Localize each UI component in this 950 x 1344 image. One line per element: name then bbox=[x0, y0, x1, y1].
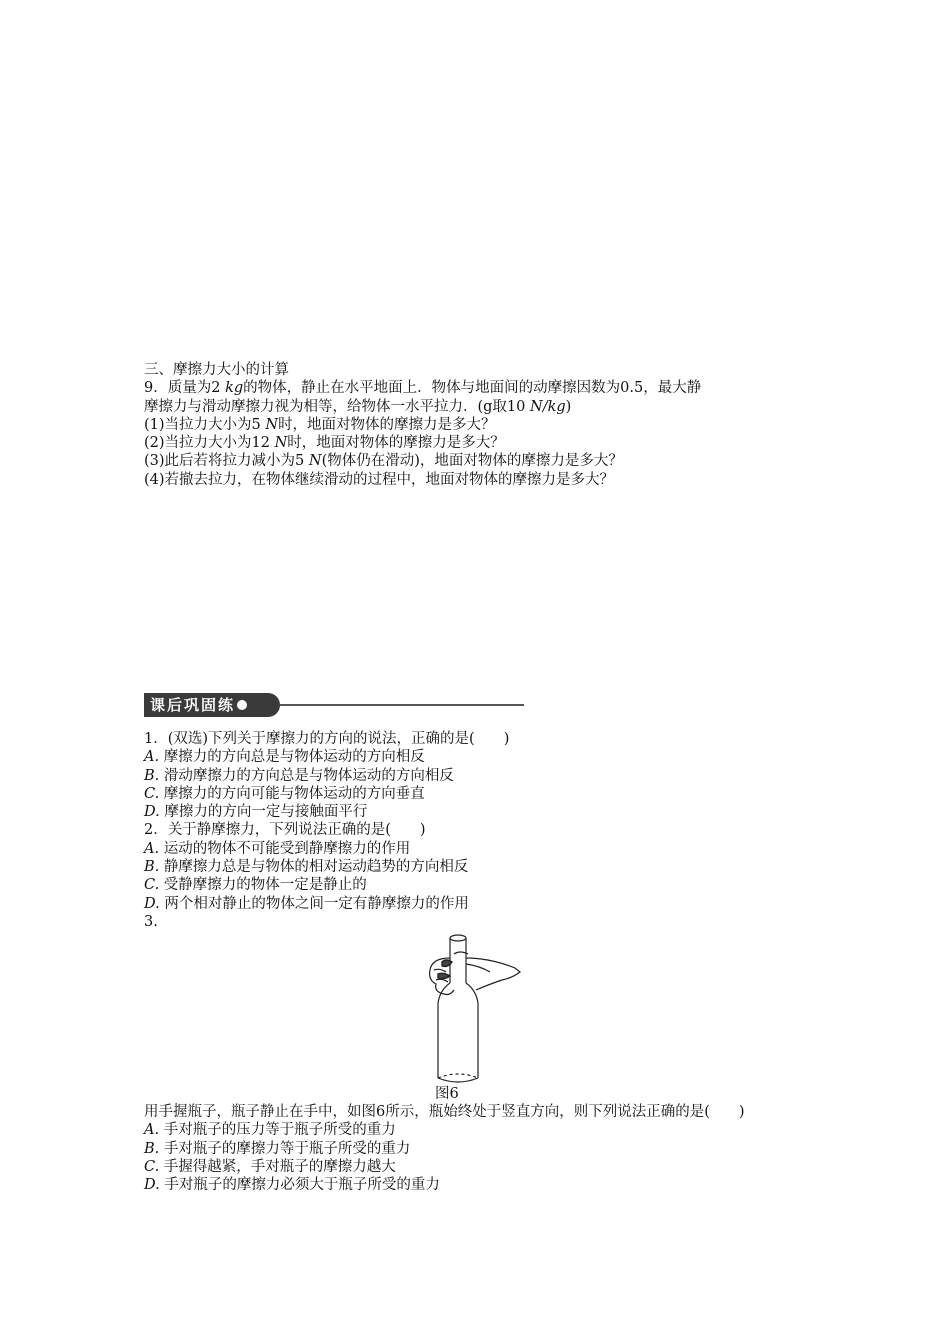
question-1-option-a: A. 摩擦力的方向总是与物体运动的方向相反 bbox=[144, 749, 425, 766]
banner-rule bbox=[280, 704, 524, 706]
question-9-line1: 9．质量为2 kg的物体，静止在水平地面上．物体与地面间的动摩擦因数为0.5，最大静 bbox=[144, 380, 702, 397]
question-1-stem: 1．(双选)下列关于摩擦力的方向的说法，正确的是( ) bbox=[144, 731, 510, 747]
question-9-sub2: (2)当拉力大小为12 N时，地面对物体的摩擦力是多大？ bbox=[144, 435, 505, 452]
figure-hand-bottle bbox=[420, 928, 530, 1088]
section-heading: 三、摩擦力大小的计算 bbox=[144, 362, 289, 378]
question-9-sub3: (3)此后若将拉力减小为5 N(物体仍在滑动)，地面对物体的摩擦力是多大？ bbox=[144, 453, 623, 470]
question-9-line2: 摩擦力与滑动摩擦力视为相等，给物体一水平拉力．(g取10 N/kg) bbox=[144, 398, 572, 415]
banner-label: 课后巩固练 bbox=[144, 693, 280, 717]
question-2-option-c: C. 受静摩擦力的物体一定是静止的 bbox=[144, 877, 367, 894]
section-banner bbox=[144, 693, 524, 717]
question-3-option-b: B. 手对瓶子的摩擦力等于瓶子所受的重力 bbox=[144, 1140, 411, 1157]
question-3-number: 3. bbox=[144, 913, 158, 930]
question-3-option-a: A. 手对瓶子的压力等于瓶子所受的重力 bbox=[144, 1122, 396, 1139]
question-9-sub4: (4)若撤去拉力，在物体继续滑动的过程中，地面对物体的摩擦力是多大？ bbox=[144, 471, 615, 488]
question-9-sub1: (1)当拉力大小为5 N时，地面对物体的摩擦力是多大？ bbox=[144, 416, 496, 433]
dot-icon bbox=[237, 700, 247, 710]
questions-1-2 bbox=[144, 730, 824, 931]
figure-caption: 图6 bbox=[435, 1086, 459, 1102]
question-1-option-c: C. 摩擦力的方向可能与物体运动的方向垂直 bbox=[144, 785, 425, 802]
question-3-option-c: C. 手握得越紧，手对瓶子的摩擦力越大 bbox=[144, 1158, 396, 1175]
question-2-stem: 2．关于静摩擦力，下列说法正确的是( ) bbox=[144, 822, 426, 839]
question-2-option-a: A. 运动的物体不可能受到静摩擦力的作用 bbox=[144, 840, 411, 857]
question-3-stem: 用手握瓶子，瓶子静止在手中，如图6所示，瓶始终处于竖直方向，则下列说法正确的是( ) bbox=[144, 1104, 745, 1120]
question-2-option-b: B. 静摩擦力总是与物体的相对运动趋势的方向相反 bbox=[144, 859, 469, 876]
question-1-option-b: B. 滑动摩擦力的方向总是与物体运动的方向相反 bbox=[144, 767, 454, 784]
section-friction-calculation bbox=[144, 361, 824, 489]
question-3 bbox=[144, 1103, 824, 1194]
hand-bottle-illustration bbox=[420, 928, 530, 1088]
question-2-option-d: D. 两个相对静止的物体之间一定有静摩擦力的作用 bbox=[144, 895, 469, 912]
question-3-option-d: D. 手对瓶子的摩擦力必须大于瓶子所受的重力 bbox=[144, 1177, 440, 1194]
question-1-option-d: D. 摩擦力的方向一定与接触面平行 bbox=[144, 804, 368, 821]
